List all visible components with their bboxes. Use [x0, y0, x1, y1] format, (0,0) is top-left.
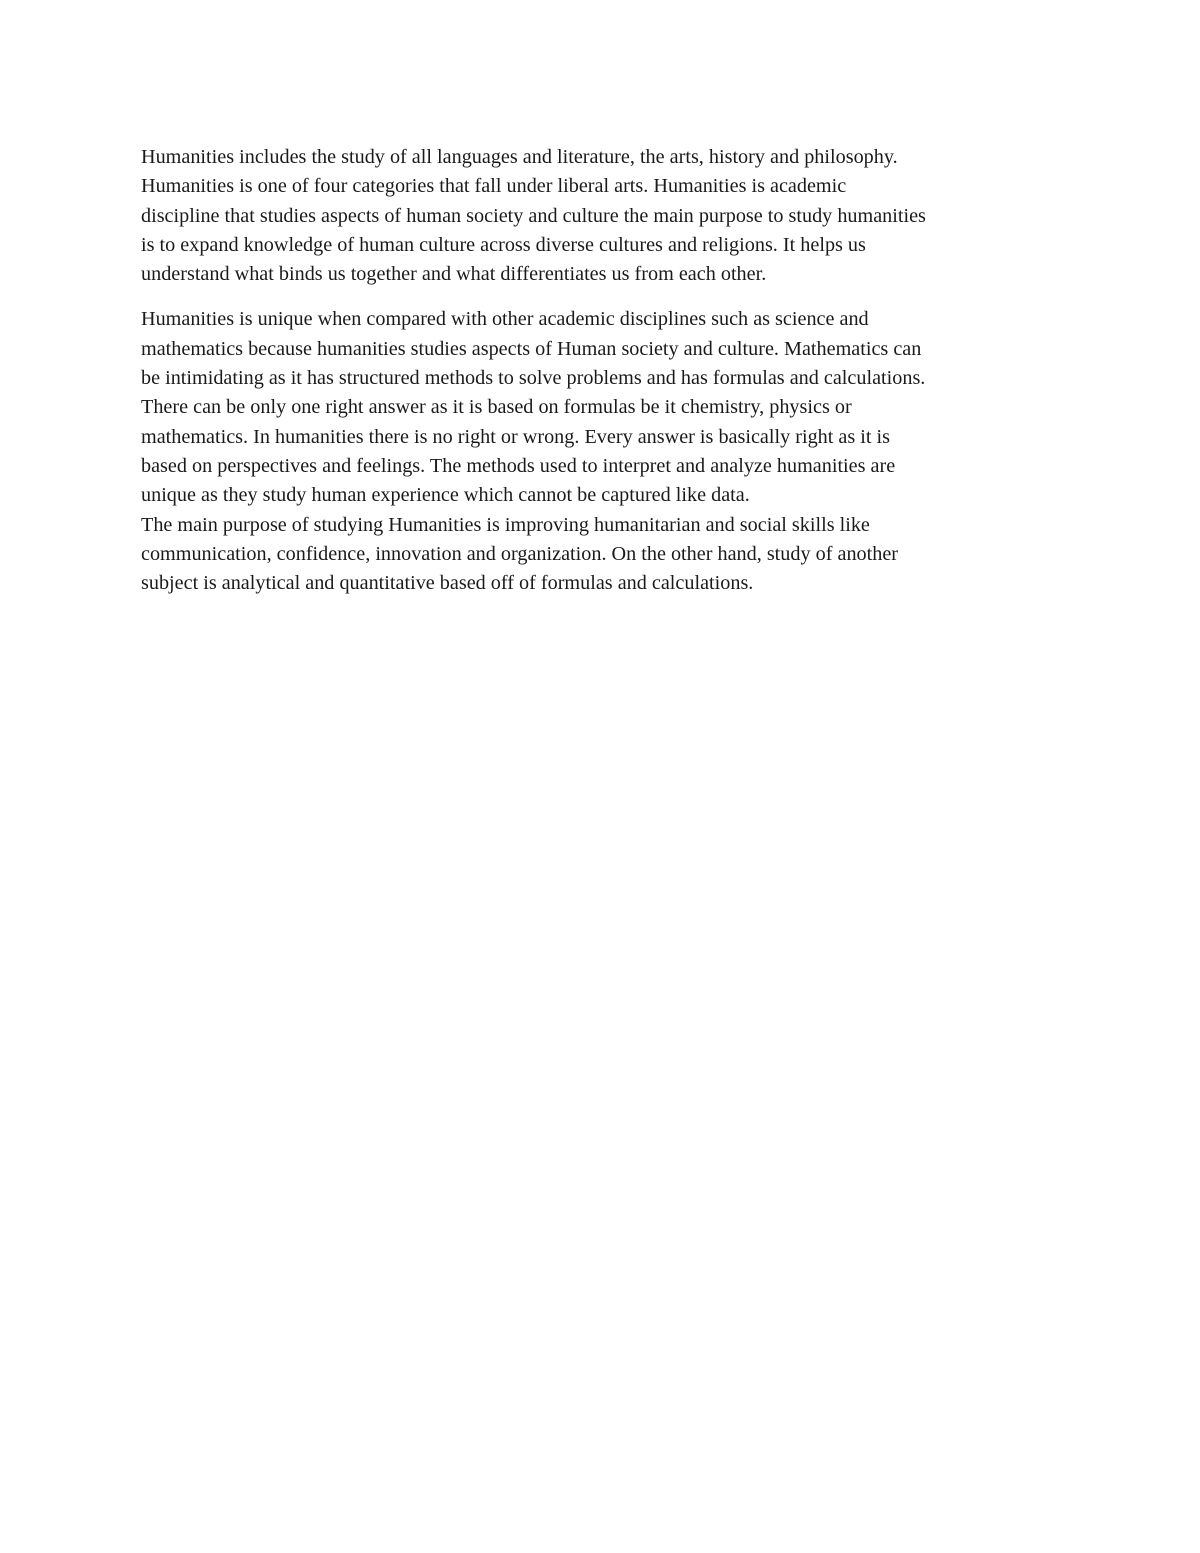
text-line: Humanities includes the study of all languages and literature, the arts, history and philosophy. — [141, 146, 898, 168]
text-line: mathematics. In humanities there is no right or wrong. Every answer is basically right as it is — [141, 425, 891, 448]
text-line: The main purpose of studying Humanities is improving humanitarian and social skills like — [141, 513, 870, 536]
text-line: subject is analytical and quantitative based off of formulas and calculations. — [141, 572, 754, 595]
text-line: Humanities is one of four categories that fall under liberal arts. Humanities is academic — [141, 175, 847, 198]
text-line: There can be only one right answer as it is based on formulas be it chemistry, physics or — [141, 396, 852, 419]
text-line: unique as they study human experience which cannot be captured like data. — [141, 484, 750, 507]
text-line: be intimidating as it has structured methods to solve problems and has formulas and calculations. — [141, 367, 926, 390]
paragraph-humanities-purpose — [141, 511, 1071, 599]
paragraph-humanities-comparison — [141, 305, 1071, 510]
text-line: communication, confidence, innovation and organization. On the other hand, study of another — [141, 542, 899, 565]
document-body — [141, 143, 1071, 598]
text-line: mathematics because humanities studies aspects of Human society and culture. Mathematics can — [141, 337, 922, 360]
text-line: discipline that studies aspects of human society and culture the main purpose to study humanities — [141, 204, 926, 227]
text-line: based on perspectives and feelings. The methods used to interpret and analyze humanities are — [141, 454, 896, 477]
text-line: is to expand knowledge of human culture across diverse cultures and religions. It helps us — [141, 233, 866, 256]
text-line: Humanities is unique when compared with other academic disciplines such as science and — [141, 308, 869, 331]
text-line: understand what binds us together and what differentiates us from each other. — [141, 263, 767, 286]
paragraph-humanities-definition — [141, 143, 1071, 289]
paragraph-spacing — [141, 289, 1071, 305]
